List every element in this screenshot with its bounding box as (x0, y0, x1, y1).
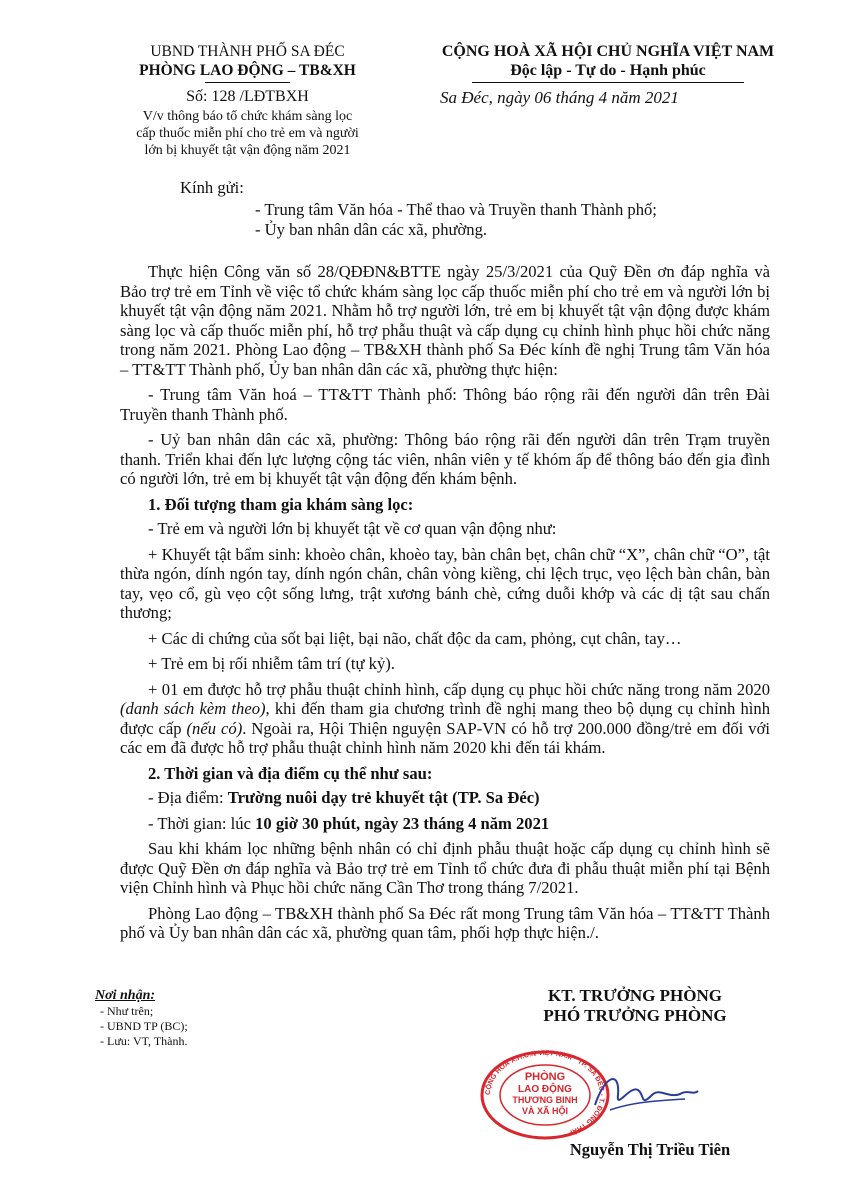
body-text: . Ngoài ra, Hội Thiện nguyện SAP-VN có hỗ trợ 200.000 đồng/trẻ em đối với các em đã được hỗ trợ phẫu thuật chỉnh hình năm 2020 khi đến tái khám. (120, 718, 770, 757)
body-paragraph: Thực hiện Công văn số 28/QĐĐN&BTTE ngày 25/3/2021 của Quỹ Đền ơn đáp nghĩa và Bảo trợ trẻ em Tỉnh về việc tổ chức khám sàng lọc cấp thuốc miễn phí cho trẻ em và người lớn bị khuyết tật vận động năm 2021. Nhằm hỗ trợ người lớn, trẻ em bị khuyết tật vận động được khám sàng lọc và cấp thuốc miễn phí, hỗ trợ phẫu thuật và cấp dụng cụ chỉnh hình phục hồi chức năng trong năm 2021. Phòng Lao động – TB&XH thành phố Sa Đéc kính đề nghị Trung tâm Văn hóa – TT&TT Thành phố, Ủy ban nhân dân các xã, phường thực hiện: (120, 262, 770, 379)
body-paragraph: + Khuyết tật bẩm sinh: khoèo chân, khoèo tay, bàn chân bẹt, chân chữ “X”, chân chữ “O”, tật thừa ngón, dính ngón tay, dính ngón chân, chân vòng kiềng, chi lệch trục, vẹo lệch bàn chân, bàn tay, vẹo cổ, gù vẹo cột sống lưng, trật xương bánh chè, cứng duỗi khớp và các dị tật sau chấn thương; (120, 544, 770, 622)
agency-underline (205, 82, 290, 83)
letter-body (120, 262, 770, 943)
recipients-list (100, 1004, 188, 1049)
body-paragraph (120, 680, 770, 758)
section-heading: 1. Đối tượng tham gia khám sàng lọc: (148, 494, 414, 514)
greeting-recipients (255, 200, 657, 240)
nation-name: CỘNG HOÀ XÃ HỘI CHỦ NGHĨA VIỆT NAM (441, 43, 775, 60)
handwritten-signature-icon (590, 1065, 700, 1120)
time-value: 10 giờ 30 phút, ngày 23 tháng 4 năm 2021 (255, 813, 550, 833)
recipient-item: - Như trên; (100, 1004, 154, 1018)
body-text: , khi đến tham gia chương trình đề nghị mang theo bộ dụng cụ chỉnh hình được cấp (120, 699, 770, 738)
seal-ring-text: CỘNG HOÀ X.H.C.N VIỆT NAM * TP. SA ĐÉC - T. ĐỒNG THÁP (484, 1050, 606, 1137)
seal-text: VÀ XÃ HỘI (521, 1106, 569, 1116)
agency-header (95, 42, 400, 80)
recipient-line: - Ủy ban nhân dân các xã, phường. (255, 220, 488, 239)
subject-line: lớn bị khuyết tật vận động năm 2021 (144, 143, 351, 158)
body-paragraph: - Uỷ ban nhân dân các xã, phường: Thông báo rộng rãi đến người dân trên Trạm truyền thanh. Triển khai đến lực lượng cộng tác viên, nhân viên y tế khóm ấp để thông báo đến gia đình có người lớn, trẻ em bị khuyết tật vận động đến khám bệnh. (120, 430, 770, 488)
body-paragraph: - Trẻ em và người lớn bị khuyết tật về cơ quan vận động như: (148, 519, 557, 538)
seal-text: PHÒNG (524, 1071, 566, 1083)
agency-name: UBND THÀNH PHỐ SA ĐÉC (150, 43, 345, 60)
body-text: + 01 em được hỗ trợ phẫu thuật chỉnh hình, cấp dụng cụ phục hồi chức năng trong năm 2020 (148, 679, 770, 699)
nation-header (408, 42, 808, 80)
body-paragraph: Phòng Lao động – TB&XH thành phố Sa Đéc rất mong Trung tâm Văn hóa – TT&TT Thành phố và Ủy ban nhân dân các xã, phường quan tâm, phối hợp thực hiện./. (120, 903, 770, 942)
body-paragraph: + Trẻ em bị rối nhiễm tâm trí (tự kỷ). (148, 654, 395, 673)
body-text-italic: (nếu có) (186, 718, 243, 738)
signer-title-line: KT. TRƯỞNG PHÒNG (548, 986, 722, 1005)
recipients-title: Nơi nhận: (95, 988, 156, 1003)
seal-text: THƯƠNG BINH (512, 1095, 578, 1105)
section-heading: 2. Thời gian và địa điểm cụ thể như sau: (148, 763, 433, 783)
body-paragraph: + Các di chứng của sốt bại liệt, bại não, chất độc da cam, phỏng, cụt chân, tay… (148, 628, 682, 648)
signer-title (505, 986, 765, 1026)
nation-motto: Độc lập - Tự do - Hạnh phúc (510, 62, 706, 79)
signer-name: Nguyễn Thị Triều Tiên (569, 1140, 731, 1159)
body-paragraph: Sau khi khám lọc những bệnh nhân có chỉ định phẫu thuật hoặc cấp dụng cụ chỉnh hình sẽ được Quỹ Đền ơn đáp nghĩa và Bảo trợ trẻ em Tỉnh tổ chức đưa đi phẫu thuật miễn phí tại Bệnh viện Chỉnh hình và Phục hồi chức năng Cần Thơ trong tháng 7/2021. (120, 839, 770, 897)
recipient-line: - Trung tâm Văn hóa - Thể thao và Truyền thanh Thành phố; (255, 200, 657, 219)
subject-line: V/v thông báo tổ chức khám sàng lọc (142, 109, 353, 124)
subject-line: cấp thuốc miễn phí cho trẻ em và người (136, 126, 359, 141)
time-label: - Thời gian: lúc (148, 813, 256, 833)
seal-text: LAO ĐỘNG (518, 1084, 572, 1095)
recipient-item: - Lưu: VT, Thành. (100, 1034, 188, 1048)
place-label: - Địa điểm: (148, 788, 228, 807)
body-paragraph: - Trung tâm Văn hoá – TT&TT Thành phố: Thông báo rộng rãi đến người dân trên Đài Truyền thanh Thành phố. (120, 385, 770, 424)
place-value: Trường nuôi dạy trẻ khuyết tật (TP. Sa Đéc) (227, 788, 540, 807)
body-text-italic: (danh sách kèm theo) (120, 699, 266, 718)
department-name: PHÒNG LAO ĐỘNG – TB&XH (139, 62, 356, 79)
document-subject (95, 108, 400, 159)
body-paragraph (120, 788, 770, 808)
greeting-label: Kính gửi: (180, 178, 244, 197)
body-paragraph (120, 814, 770, 834)
document-date: Sa Đéc, ngày 06 tháng 4 năm 2021 (440, 88, 679, 107)
recipient-item: - UBND TP (BC); (100, 1019, 188, 1033)
document-number: Số: 128 /LĐTBXH (186, 88, 309, 105)
motto-underline (472, 82, 744, 83)
signer-title-line: PHÓ TRƯỞNG PHÒNG (543, 1006, 727, 1025)
